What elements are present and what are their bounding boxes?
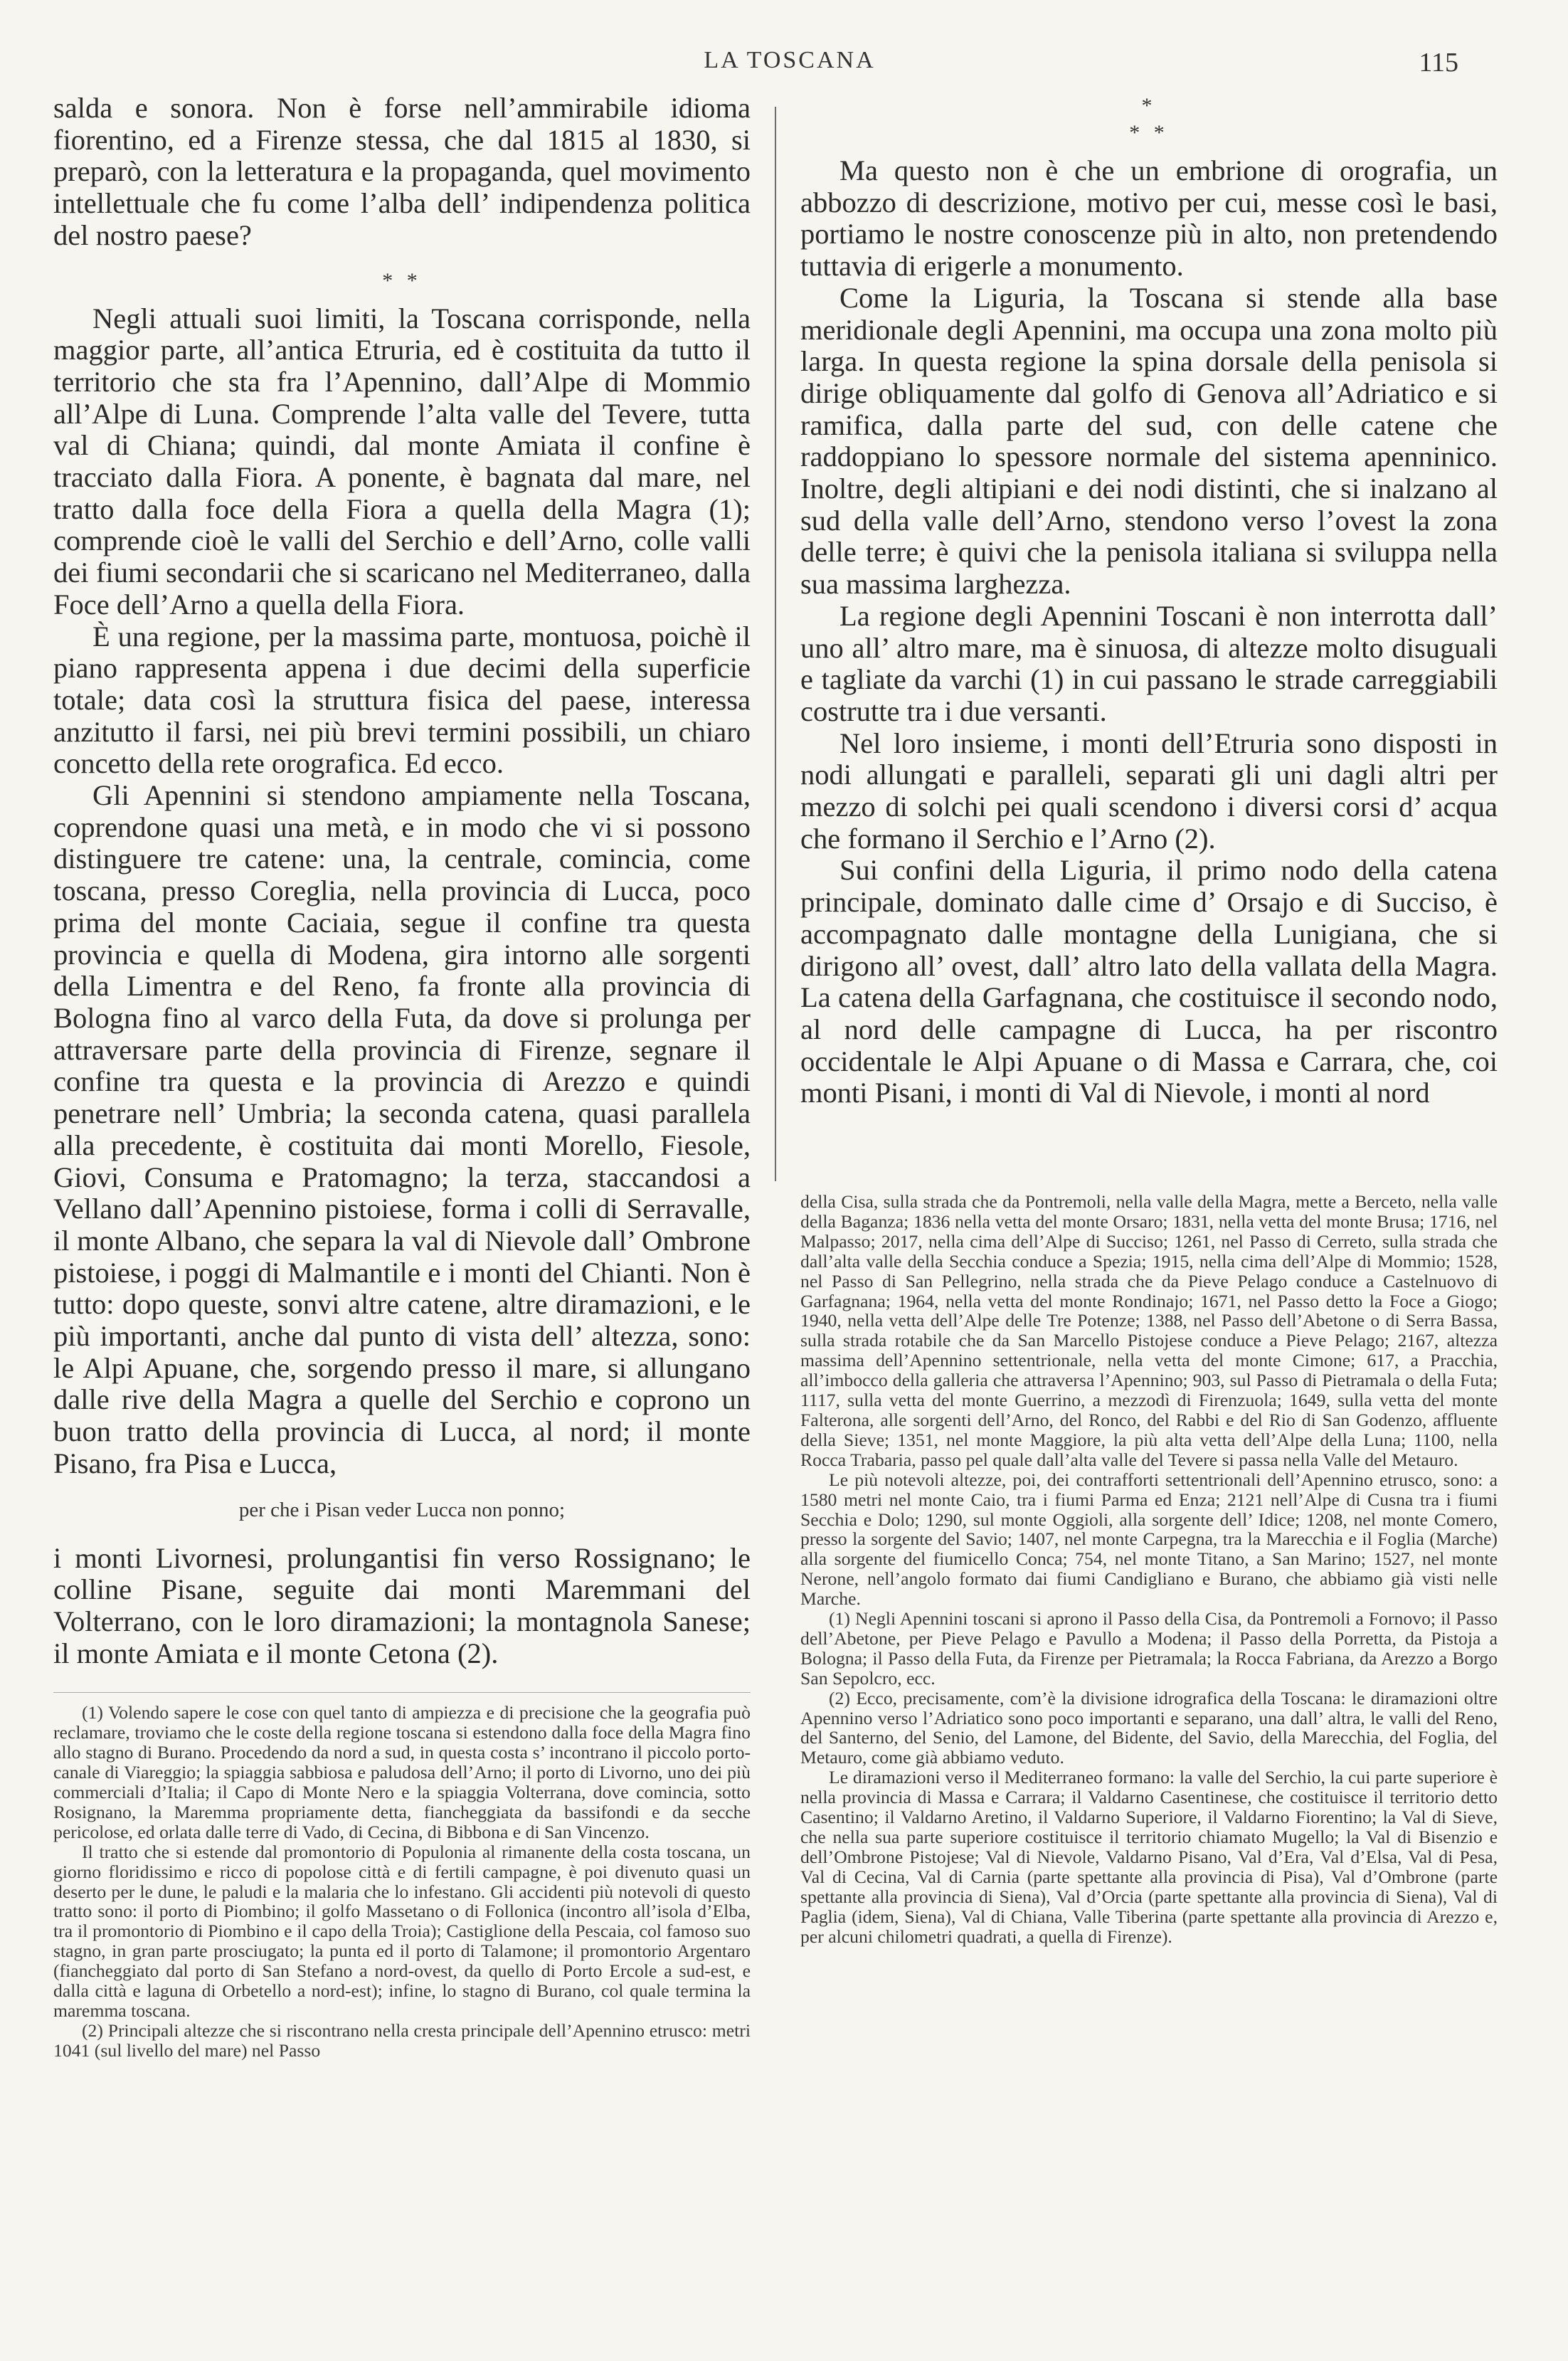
paragraph: Ma questo non è che un embrione di orografia, un abbozzo di descrizione, motivo per cui, messe così le basi, portiamo le nostre conoscenze più in alto, non pretendendo tuttavia di erigerle a monumento. xyxy=(800,154,1498,282)
footnotes-left xyxy=(53,1703,751,2060)
footnote: della Cisa, sulla strada che da Pontremoli, nella valle della Magra, mette a Berceto, nella valle della Baganza; 1836 nella vetta del monte Orsaro; 1831, nella vetta del monte Brusa; 1716, nel Malpasso; 2017, nella cima dell’Alpe di Succiso; 1261, nel Passo di Cerreto, sulla strada che dall’alta valle della Secchia conduce a Spezia; 1915, nella cima dell’Alpe di Mommio; 1528, nel Passo di San Pellegrino, nella strada che da Pieve Pelago conduce a Castelnuovo di Garfagnana; 1964, nella vetta del monte Rondinajo; 1671, nel Passo detto la Foce a Giogo; 1940, nella vetta dell’Alpe delle Tre Potenze; 1388, nel Passo dell’Abetone o di Serra Bassa, sulla strada rotabile che da San Marcello Pistojese conduce a Pieve Pelago; 2167, altezza massima dell’Apennino settentrionale, nella vetta del monte Cimone; 617, a Pracchia, all’imbocco della galleria che attraversa l’Apennino; 903, sul Passo di Pietramala o della Futa; 1117, sulla vetta del monte Guerrino, a mezzodì di Firenzuola; 1649, sulla vetta del monte Falterona, alle sorgenti dell’Arno, del Ronco, del Rabbi e del Rio di San Godenzo, affluente della Sieve; 1351, nel monte Maggiore, la più alta vetta dell’Alpe della Luna; 1100, nella Rocca Trabaria, passo pel quale dall’alta valle del Tevere si passa nella Valle del Metauro. xyxy=(800,1191,1498,1470)
paragraph: È una regione, per la massima parte, montuosa, poichè il piano rappresenta appena i due decimi della superficie totale; data così la struttura fisica del paese, interessa anzitutto il farsi, nei più brevi termini possibili, un chiaro concetto della rete orografica. Ed ecco. xyxy=(53,620,751,780)
paragraph: La regione degli Apennini Toscani è non interrotta dall’ uno all’ altro mare, ma è sinuosa, di altezze molto disuguali e tagliate da varchi (1) in cui passano le strade carreggiabili costrutte tra i due versanti. xyxy=(800,599,1498,727)
footnotes-right xyxy=(800,1192,1498,1946)
footnote-separator xyxy=(53,1692,751,1693)
paragraph: Come la Liguria, la Toscana si stende alla base meridionale degli Apennini, ma occupa una zona molto più larga. In questa regione la spina dorsale della penisola si dirige obliquamente dal golfo di Genova all’Adriatico e si ramifica, dalla parte del sud, con delle catene che raddoppiano lo spessore normale del sistema apenninico. Inoltre, degli altipiani e dei nodi distinti, che si inalzano al sud della valle dell’Arno, stendono verso l’ovest la zona delle terre; è quivi che la penisola italiana si sviluppa nella sua massima larghezza. xyxy=(800,281,1498,601)
paragraph: Gli Apennini si stendono ampiamente nella Toscana, coprendone quasi una metà, e in modo che vi si possono distinguere tre catene: una, la centrale, comincia, come toscana, presso Coreglia, nella provincia di Lucca, poco prima del monte Caciaia, segue il confine tra questa provincia e quella di Modena, gira intorno alle sorgenti della Limentra e del Reno, fa fronte alla provincia di Bologna fino al varco della Futa, da dove si prolunga per attraversare parte della provincia di Firenze, segnare il confine tra questa e la provincia di Arezzo e quindi penetrare nell’ Umbria; la seconda catena, quasi parallela alla precedente, è costituita dai monti Morello, Fiesole, Giovi, Consuma e Pratomagno; la terza, staccandosi a Vellano dall’Apennino pistoiese, forma i colli di Serravalle, il monte Albano, che separa la val di Nievole dall’ Ombrone pistoiese, i poggi di Malmantile e i monti del Chianti. Non è tutto: dopo queste, sonvi altre catene, altre diramazioni, e le più importanti, anche dal punto di vista dell’ altezza, sono: le Alpi Apuane, che, sorgendo presso il mare, si allungano dalle rive della Magra a quelle del Serchio e coprono un buon tratto della provincia di Lucca, al nord; il monte Pisano, fra Pisa e Lucca, xyxy=(53,779,751,1479)
left-column xyxy=(53,93,751,2061)
column-divider xyxy=(775,107,776,1181)
footnote: Le diramazioni verso il Mediterraneo formano: la valle del Serchio, la cui parte superiore è nella provincia di Massa e Carrara; il Valdarno Casentinese, che costituisce il territorio detto Casentino; il Valdarno Aretino, il Valdarno Superiore, il Valdarno Fiorentino; la Val di Sieve, che nella sua parte superiore costituisce il territorio chiamato Mugello; la Val di Bisenzio e dell’Ombrone Pistojese; Val di Nievole, Valdarno Pisano, Val d’Era, Val d’Elsa, Val di Pesa, Val di Cecina, Val di Carnia (parte spettante alla provincia di Pisa), Val d’Ombrone (parte spettante alla provincia di Siena), Val d’Orcia (parte spettante alla provincia di Siena), Val di Paglia (idem, Siena), Val di Chiana, Valle Tiberina (parte spettante alla provincia di Arezzo e, per alcuni chilometri quadrati, a quella di Firenze). xyxy=(800,1767,1498,1947)
running-title: LA TOSCANA xyxy=(704,47,876,73)
paragraph: Negli attuali suoi limiti, la Toscana corrisponde, nella maggior parte, all’antica Etruria, ed è costituita da tutto il territorio che sta fra l’Apennino, dall’Alpe di Mommio all’Alpe di Luna. Comprende l’alta valle del Tevere, tutta val di Chiana; quindi, dal monte Amiata il confine è tracciato dalla Fiora. A ponente, è bagnata dal mare, nel tratto dalla foce della Fiora a quella della Magra (1); comprende cioè le valli del Serchio e dell’Arno, colle valli dei fiumi secondarii che si scaricano nel Mediterraneo, dalla Foce dell’Arno a quella della Fiora. xyxy=(53,302,751,620)
footnote: Le più notevoli altezze, poi, dei contrafforti settentrionali dell’Apennino etrusco, sono: a 1580 metri nel monte Caio, tra i fiumi Parma ed Enza; 2121 nell’Alpe di Cusna tra i fiumi Secchia e Dolo; 1290, sul monte Oggioli, alla sorgente dell’ Idice; 1208, nel monte Comero, presso la sorgente del Savio; 1407, nel monte Carpegna, tra la Marecchia e il Foglia (Marche) alla sorgente del fiumicello Conca; 754, nel monte Titano, a San Marino; 1527, nel monte Nerone, nell’angolo formato dai fiumi Candigliano e Burano, che abbiamo già visti nelle Marche. xyxy=(800,1469,1498,1610)
paragraph: Nel loro insieme, i monti dell’Etruria sono disposti in nodi allungati e paralleli, separati gli uni dagli altri per mezzo di solchi pei quali scendono i diversi corsi d’ acqua che formano il Serchio e l’Arno (2). xyxy=(800,727,1498,855)
section-stars: * * * xyxy=(1129,94,1169,144)
paragraph: i monti Livornesi, prolungantisi fin verso Rossignano; le colline Pisane, seguite dai monti Maremmani del Volterrano, con le loro diramazioni; la montagnola Sanese; il monte Amiata e il monte Cetona (2). xyxy=(53,1541,751,1669)
footnote: (2) Ecco, precisamente, com’è la divisione idrografica della Toscana: le diramazioni oltre Apennino verso l’Adriatico sono poco importanti e separano, una dall’ altra, le valli del Reno, del Santerno, del Senio, del Lamone, del Bidente, del Savio, della Marecchia, del Foglia, del Metauro, come già abbiamo veduto. xyxy=(800,1687,1498,1768)
page-number: 115 xyxy=(1419,48,1458,78)
verse-quote: per che i Pisan veder Lucca non ponno; xyxy=(238,1498,566,1521)
paragraph: salda e sonora. Non è forse nell’ammirabile idioma fiorentino, ed a Firenze stessa, che dal 1815 al 1830, si preparò, con la letteratura e la propaganda, quel movimento intellettuale che fu come l’alba dell’ indipendenza politica del nostro paese? xyxy=(53,92,751,251)
page-header xyxy=(0,47,1568,83)
footnote: (2) Principali altezze che si riscontrano nella cresta principale dell’Apennino etrusco: metri 1041 (sul livello del mare) nel Passo xyxy=(53,2019,751,2061)
footnote: (1) Volendo sapere le cose con quel tanto di ampiezza e di precisione che la geografia può reclamare, troviamo che le coste della regione toscana si estendono dalla foce della Magra fino allo stagno di Burano. Procedendo da nord a sud, in questa costa s’ incontrano il piccolo porto-canale di Viareggio; la spiaggia sabbiosa e paludosa dell’Arno; il porto di Livorno, uno dei più commerciali d’Italia; il Capo di Monte Nero e la spiaggia Volterrana, dove comincia, sotto Rosignano, la Maremma propriamente detta, fiancheggiata da bassifondi e da secche pericolose, ed orlata dalle terre di Vado, di Cecina, di Bibbona e di San Vincenzo. xyxy=(53,1702,751,1842)
paragraph: Sui confini della Liguria, il primo nodo della catena principale, dominato dalle cime d’ Orsajo e di Succiso, è accompagnato dalle montagne della Lunigiana, che si dirigono all’ ovest, dall’ altro lato della vallata della Magra. La catena della Garfagnana, che costituisce il secondo nodo, al nord delle campagne di Lucca, ha per riscontro occidentale le Alpi Apuane o di Massa e Carrara, che, coi monti Pisani, i monti di Val di Nievole, i monti al nord xyxy=(800,854,1498,1109)
footnote: (1) Negli Apennini toscani si aprono il Passo della Cisa, da Pontremoli a Fornovo; il Passo dell’Abetone, per Pieve Pelago e Pavullo a Modena; il Passo della Porretta, da Pistoja a Bologna; il Passo della Futa, da Firenze per Pietramala; la Rocca Fabriana, da Arezzo a Borgo San Sepolcro, ecc. xyxy=(800,1608,1498,1689)
footnote: Il tratto che si estende dal promontorio di Populonia al rimanente della costa toscana, un giorno floridissimo e ricco di popolose città e di fertili campagne, è poi divenuto quasi un deserto per le dune, le paludi e la malaria che lo infestano. Gli accidenti più notevoli di questo tratto sono: il porto di Piombino; il golfo Massetano o di Follonica (incontro all’isola d’Elba, tra il promontorio di Piombino e il capo della Troia); Castiglione della Pescaia, col famoso suo stagno, in gran parte prosciugato; la punta ed il porto di Talamone; il promontorio Argentaro (fiancheggiato dal porto di San Stefano a nord-ovest, da quello di Porto Ercole a sud-est, e dalla città e laguna di Orbetello a nord-est); infine, lo stagno di Burano, col quale termina la maremma toscana. xyxy=(53,1841,751,2021)
right-column xyxy=(800,93,1498,1947)
section-stars: * * xyxy=(382,268,422,292)
